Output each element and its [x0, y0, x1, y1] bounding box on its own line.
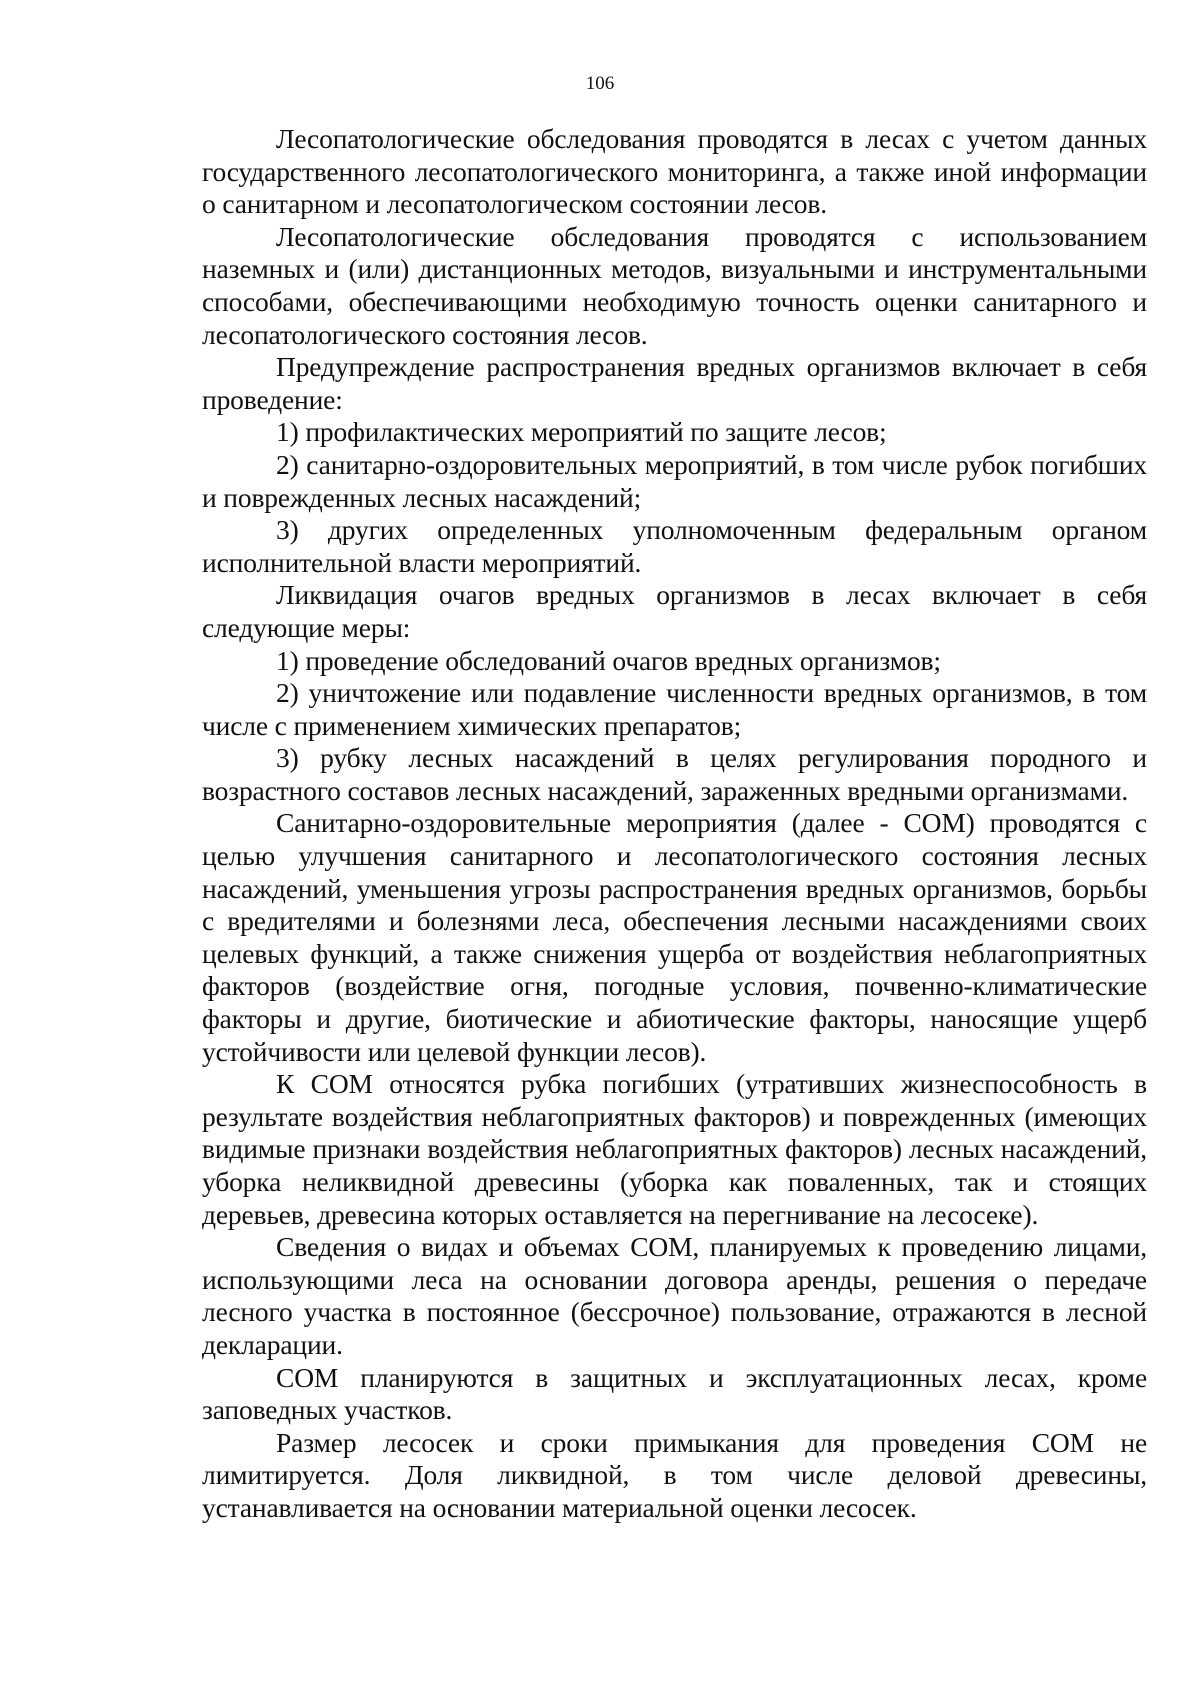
paragraph: Ликвидация очагов вредных организмов в лесах включает в себя следующие меры:	[202, 579, 1147, 643]
paragraph: Санитарно-оздоровительные мероприятия (далее - СОМ) проводятся с целью улучшения санитарного и лесопатологического состояния лесных насаждений, уменьшения угрозы распространения вредных организмов, борьбы с вредителями и болезнями леса, обеспечения лесными насаждениями своих целевых функций, а также снижения ущерба от воздействия неблагоприятных факторов (воздействие огня, погодные условия, почвенно-климатические факторы и другие, биотические и абиотические факторы, наносящие ущерб устойчивости или целевой функции лесов).	[202, 807, 1147, 1067]
document-body	[202, 123, 1147, 1525]
paragraph: Лесопатологические обследования проводятся с использованием наземных и (или) дистанционных методов, визуальными и инструментальными способами, обеспечивающими необходимую точность оценки санитарного и лесопатологического состояния лесов.	[202, 220, 1147, 350]
paragraph: Размер лесосек и сроки примыкания для проведения СОМ не лимитируется. Доля ликвидной, в том числе деловой древесины, устанавливается на основании материальной оценки лесосек.	[202, 1426, 1147, 1523]
list-item: 1) проведение обследований очагов вредных организмов;	[276, 644, 941, 676]
page-number: 106	[585, 73, 615, 94]
list-item: 3) рубку лесных насаждений в целях регулирования породного и возрастного составов лесных насаждений, зараженных вредными организмами.	[202, 742, 1147, 806]
paragraph: СОМ планируются в защитных и эксплуатационных лесах, кроме заповедных участков.	[202, 1361, 1147, 1426]
paragraph: Лесопатологические обследования проводятся в лесах с учетом данных государственного лесопатологического мониторинга, а также иной информации о санитарном и лесопатологическом состоянии лесов.	[202, 123, 1147, 220]
list-item: 1) профилактических мероприятий по защите лесов;	[276, 416, 887, 448]
list-item: 2) санитарно-оздоровительных мероприятий, в том числе рубок погибших и поврежденных лесных насаждений;	[202, 448, 1147, 513]
paragraph: Предупреждение распространения вредных организмов включает в себя проведение:	[202, 351, 1147, 415]
paragraph: Сведения о видах и объемах СОМ, планируемых к проведению лицами, использующими леса на основании договора аренды, решения о передаче лесного участка в постоянное (бессрочное) пользование, отражаются в лесной декларации.	[202, 1231, 1147, 1360]
list-item: 3) других определенных уполномоченным федеральным органом исполнительной власти мероприятий.	[202, 514, 1147, 578]
list-item: 2) уничтожение или подавление численности вредных организмов, в том числе с применением химических препаратов;	[202, 677, 1147, 741]
paragraph: К СОМ относятся рубка погибших (утративших жизнеспособность в результате воздействия неблагоприятных факторов) и поврежденных (имеющих видимые признаки воздействия неблагоприятных факторов) лесных насаждений, уборка неликвидной древесины (уборка как поваленных, так и стоящих деревьев, древесина которых оставляется на перегнивание на лесосеке).	[202, 1068, 1147, 1230]
